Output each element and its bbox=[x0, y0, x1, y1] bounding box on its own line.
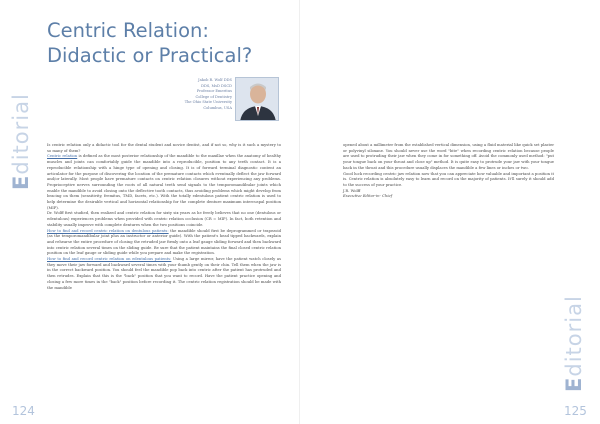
page-number-left: 124 bbox=[12, 404, 35, 418]
author-affiliation: The Ohio State University bbox=[184, 100, 232, 105]
author-title-1: Professor Emeritus bbox=[196, 89, 232, 94]
title-line-1: Centric Relation: bbox=[47, 19, 209, 42]
right-page bbox=[300, 0, 600, 424]
signature: J.R. Wolff bbox=[343, 188, 361, 193]
left-column-text bbox=[47, 143, 281, 291]
author-byline bbox=[160, 78, 232, 112]
paragraph-1: Is centric relation only a didactic tool for the dental student and novice dentist, and if not so, why is it such a mystery to so many of them? bbox=[47, 143, 281, 153]
author-photo bbox=[235, 77, 279, 121]
article-title bbox=[47, 18, 287, 68]
paragraph-7: Good luck recording centric jaw relation now that you can appreciate how valuable and important a position it is. Centric relation is absolutely easy to learn and record on the majority of patients. It'll surely it should add to the success of your practice. bbox=[343, 171, 554, 187]
page-number-right: 125 bbox=[564, 404, 587, 418]
paragraph-5: How to find and record centric relation on edentulous patients: Using a large mirror, have the patient watch closely as they move their jaw forward and backward several times with your thumb gently on their chin. Tell them when the jaw is in the correct backward position. You should feel the mandible pop back into centric after the patient has protruded and then retrudes. Explain that this is the "back" position that you want to record. Have the patient practice opening and closing a few more times in the "back" position before recording it. The centric relation registration should be made with the mandible bbox=[47, 257, 281, 290]
paragraph-6: opened about a millimeter from the established vertical dimension, using a fluid material like quick set plaster or polyvinyl siloxane. You should never use the word "bite" when recording centric relation because people are used to protruding their jaw when they come in for something off. Avoid the commonly used method: "put your tongue back on your throat and close up" method. It is quite easy to protrude your jaw with your tongue back in the throat and this procedure usually displaces the mandible a few lines or inches or two. bbox=[343, 143, 554, 170]
author-city: Columbus, USA bbox=[203, 105, 232, 110]
dentulous-link[interactable]: How to find and record centric relation on dentulous patients: bbox=[47, 228, 169, 233]
centric-relation-link[interactable]: Centric relation bbox=[47, 154, 78, 159]
paragraph-4: How to find and record centric relation on dentulous patients: the mandible should first be deprogrammed or trapezoid (as the temporomandibular joint plus an instructor or anterior guide). With the patient's head tipped backwards, explain and rehearse the entire procedure of closing the retruded jaw firmly onto a leaf gauge sliding forward and then backward into centric relation several times on the sliding guide. Be sure that the patient maintains the final closed centric relation position on the leaf gauge or sliding guide while you prepare and make the registration. bbox=[47, 228, 281, 256]
title-line-2: Didactic or Practical? bbox=[47, 44, 253, 67]
author-name: Jakob R. Wolf DDS bbox=[198, 78, 232, 82]
author-degrees: DDS, MsD DSCD bbox=[201, 83, 232, 88]
editorial-side-label-left: Editorial bbox=[9, 93, 33, 190]
author-title-2: College of Dentistry bbox=[195, 94, 232, 99]
right-column-text bbox=[343, 143, 554, 200]
edentulous-link[interactable]: How to find and record centric relation on edentulous patients: bbox=[47, 257, 172, 262]
editorial-side-label-right: Editorial bbox=[562, 295, 586, 392]
signature-role: Executive Editor-in- Chief bbox=[343, 194, 393, 199]
paragraph-3: Dr. Wolff first studied, then realized and centric relation for sixty six years as he freely believes that no one (dentulous or edentulous) experiences problems when provided with centric relation occlusion (CR = MIP). In fact, both retention and stability usually improve with complete dentures when the two positions coincide. bbox=[47, 211, 281, 227]
paragraph-2: Centric relation is defined as the most posterior relationship of the mandible to the maxillae when the anatomy of healthy muscles and joints can comfortably guide the mandible into a reproducible, position to any teeth contact. It is a reproducible relationship with a hinge type of opening and closing. It is of forward terminal diagnostic content an articulator for the purpose of discovering the location of the premature contacts which eventually deflect the jaw forward and/or laterally. Most people have premature contacts on centric relation closures without experiencing any problems. Proprioceptive nerves surrounding the roots of all natural teeth send signals to the temporomandibular joints which enable the mandible to avoid closing onto the deflective tooth contacts, thus avoiding problems which might develop from bracing on them (sensitivity, fremitus, TMD, facets, etc.). With the totally edentulous patient centric relation is used to help determine the desirable vertical and horizontal relationship for the complete denture maximum intercuspal position (MIP). bbox=[47, 154, 282, 210]
